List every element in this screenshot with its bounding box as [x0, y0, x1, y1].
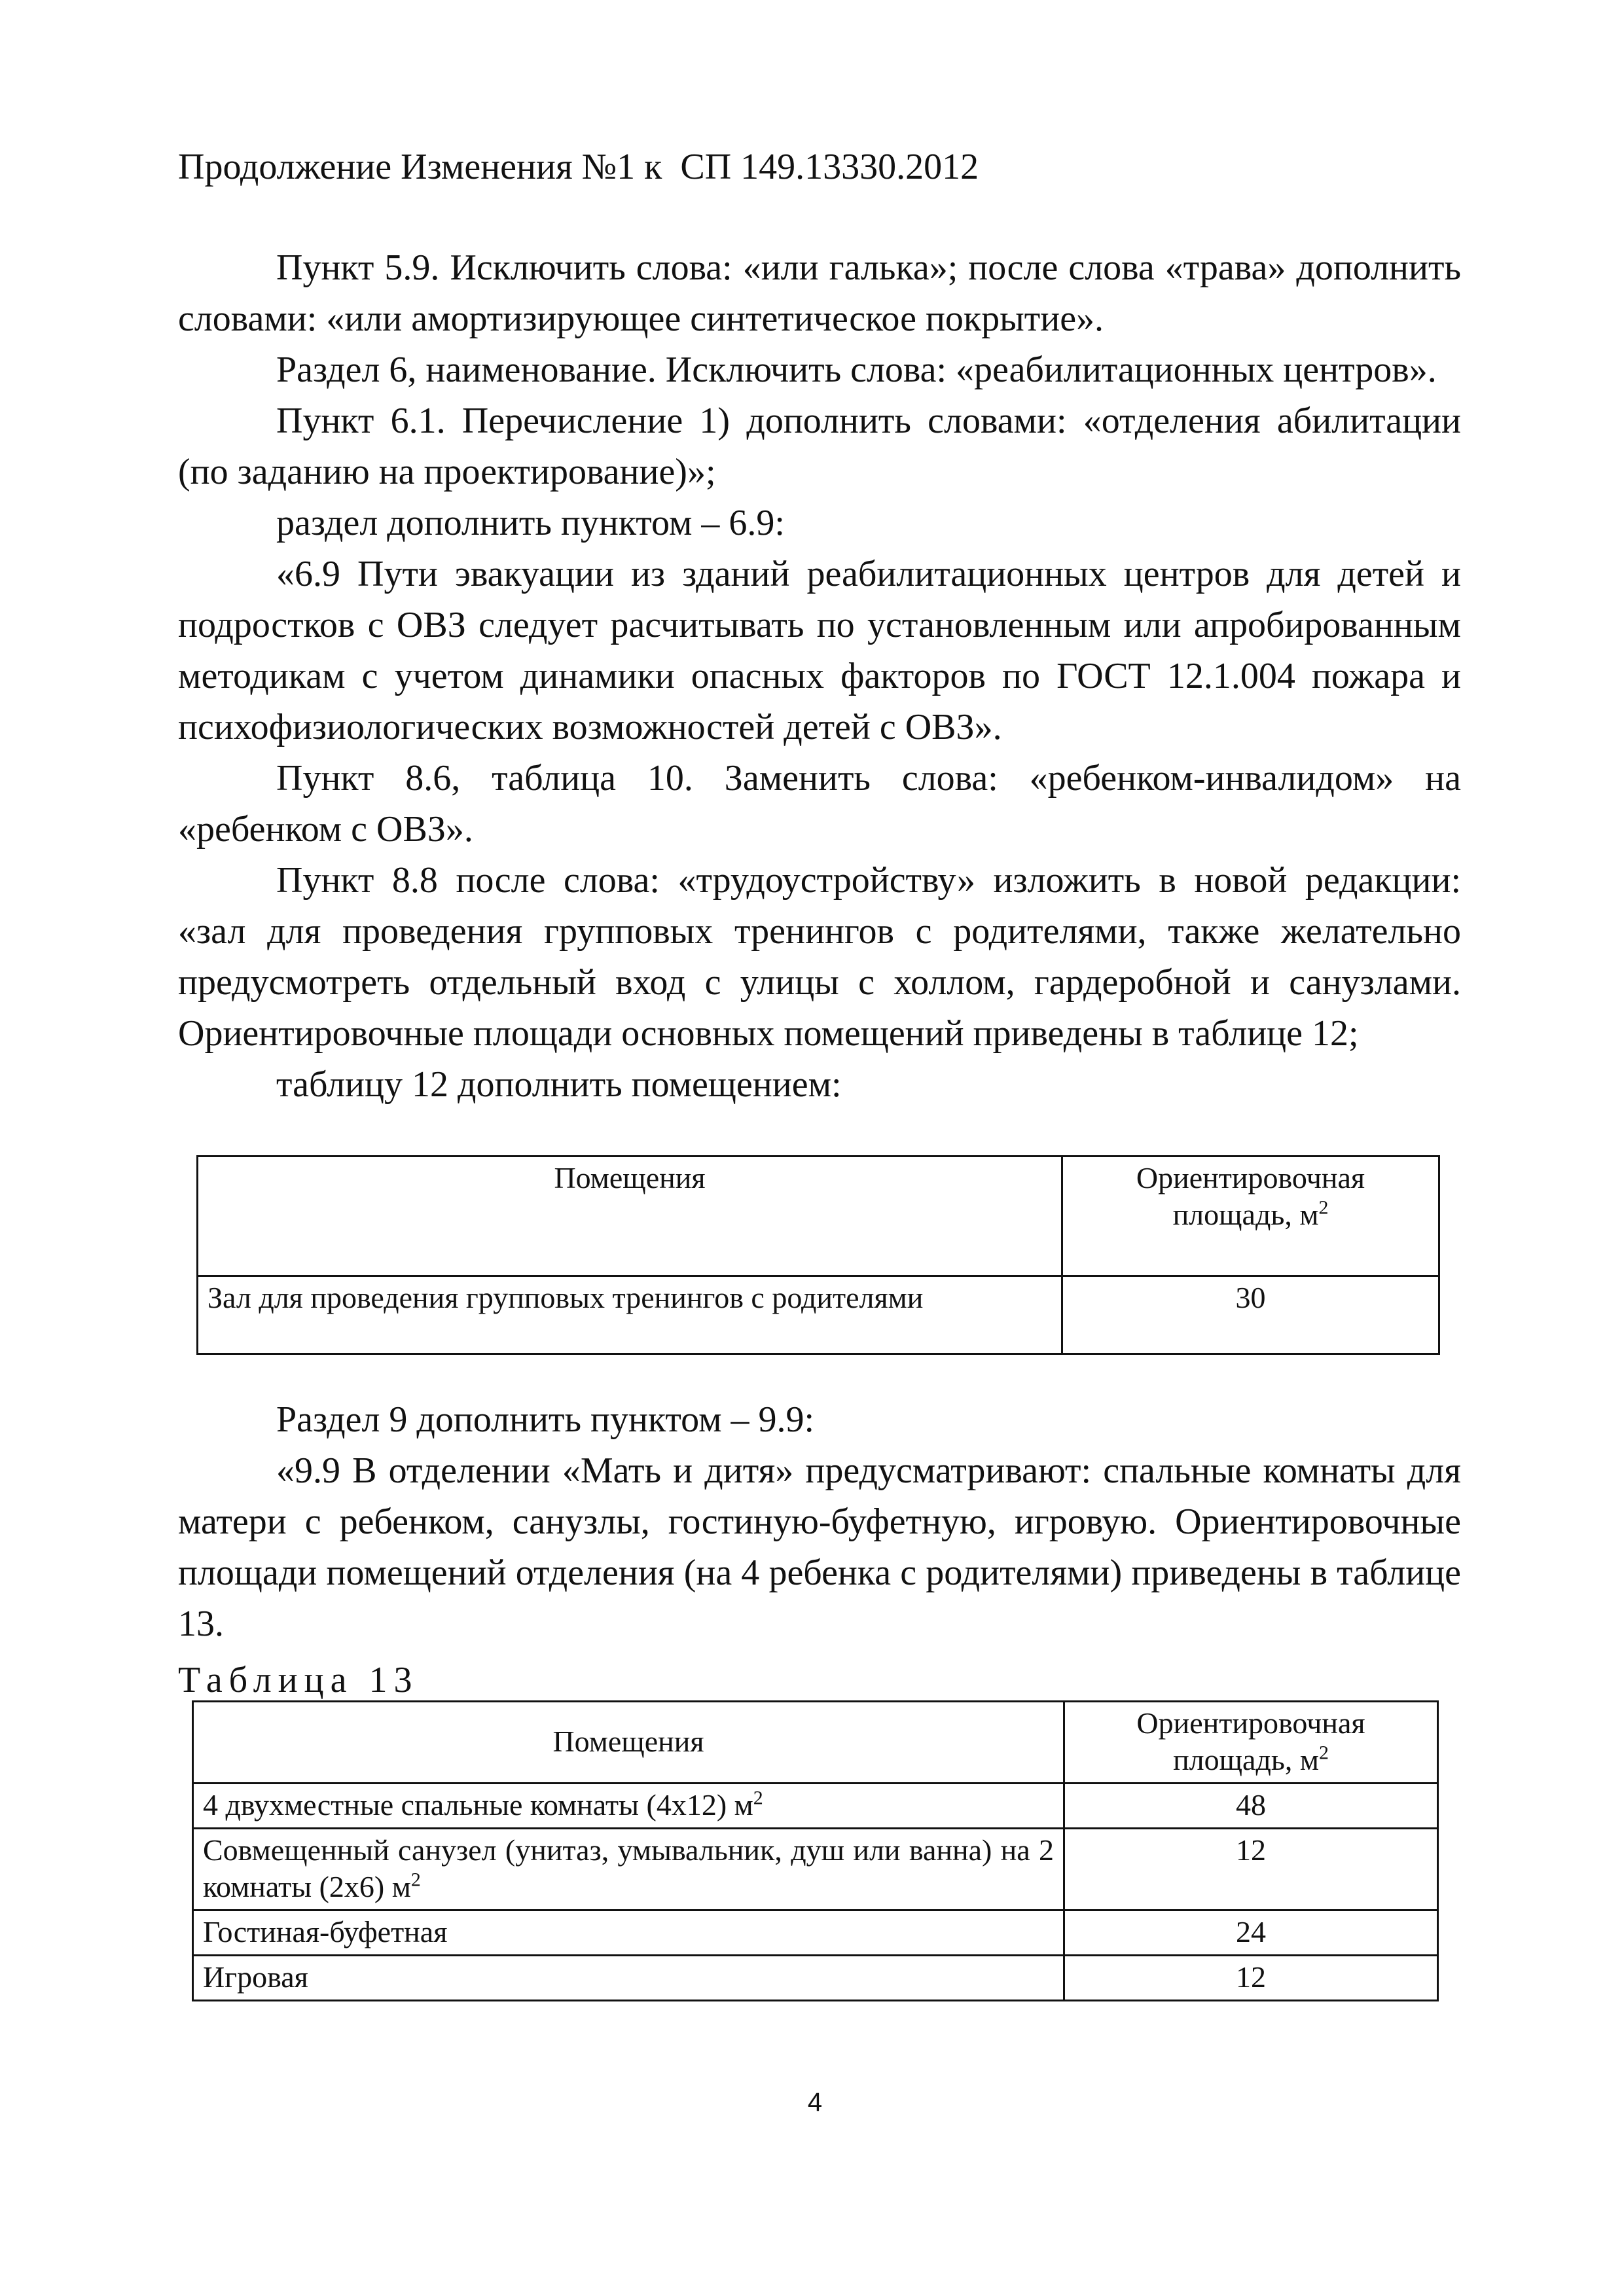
- paragraph: таблицу 12 дополнить помещением:: [276, 1064, 842, 1105]
- table-header-row: [193, 1702, 1438, 1784]
- room-name-cell: Игровая: [193, 1956, 1064, 2001]
- header-code: СП 149.13330.2012: [680, 147, 979, 187]
- table-13: [192, 1700, 1439, 2001]
- room-name-cell: Гостиная-буфетная: [193, 1910, 1064, 1956]
- paragraph: Раздел 6, наименование. Исключить слова: «реабилитационных центров».: [276, 350, 1437, 390]
- table-13-caption: Таблица 13: [178, 1660, 419, 1700]
- header-title: Продолжение Изменения №1 к: [178, 147, 662, 187]
- room-name-cell: 4 двухместные спальные комнаты (4х12) $м^2$: [193, 1784, 1064, 1829]
- area-cell: 12: [1064, 1956, 1438, 2001]
- table-12-addition: [196, 1155, 1440, 1355]
- paragraph: Пункт 8.6, таблица 10. Заменить слова: «ребенком-инвалидом» на «ребенком с ОВЗ».: [178, 758, 1461, 850]
- table-row: [193, 1956, 1438, 2001]
- paragraph: «6.9 Пути эвакуации из зданий реабилитационных центров для детей и подростков с ОВЗ следует расчитывать по установленным или апробированным методикам с учетом динамики опасных факторов по ГОСТ 12.1.004 пожара и психофизиологических возможностей детей с ОВЗ».: [178, 554, 1461, 747]
- paragraph: Пункт 6.1. Перечисление 1) дополнить словами: «отделения абилитации (по заданию на проектирование)»;: [178, 401, 1461, 492]
- page-number: 4: [807, 2088, 823, 2117]
- column-header-area: Ориентировочная площадь, $м^2$: [1062, 1157, 1439, 1276]
- table-row: [198, 1276, 1439, 1354]
- column-header-area: Ориентировочная площадь, $м^2$: [1064, 1702, 1438, 1784]
- table-row: [193, 1784, 1438, 1829]
- paragraph: Пункт 5.9. Исключить слова: «или галька»; после слова «трава» дополнить словами: «или амортизирующее синтетическое покрытие».: [178, 247, 1461, 339]
- paragraph: «9.9 В отделении «Мать и дитя» предусматривают: спальные комнаты для матери с ребенком, санузлы, гостиную-буфетную, игровую. Ориентировочные площади помещений отделения (на 4 ребенка с родителями) приведены в таблице 13.: [178, 1450, 1461, 1644]
- paragraph: Пункт 8.8 после слова: «трудоустройству» изложить в новой редакции: «зал для проведения групповых тренингов с родителями, также желательно предусмотреть отдельный вход с улицы с холлом, гардеробной и санузлами. Ориентировочные площади основных помещений приведены в таблице 12;: [178, 860, 1461, 1054]
- area-cell: 12: [1064, 1829, 1438, 1910]
- amendment-text-block-1: [178, 242, 1461, 1110]
- area-cell: 24: [1064, 1910, 1438, 1956]
- column-header-rooms: Помещения: [193, 1702, 1064, 1784]
- room-name-cell: Совмещенный санузел (унитаз, умывальник, душ или ванна) на 2 комнаты (2х6) $м^2$: [193, 1829, 1064, 1910]
- page-header: [178, 134, 979, 200]
- table-row: [193, 1829, 1438, 1910]
- column-header-rooms: Помещения: [198, 1157, 1062, 1276]
- table-header-row: [198, 1157, 1439, 1276]
- paragraph: Раздел 9 дополнить пунктом – 9.9:: [276, 1399, 815, 1440]
- area-cell: 48: [1064, 1784, 1438, 1829]
- paragraph: раздел дополнить пунктом – 6.9:: [276, 503, 785, 543]
- room-name-cell: Зал для проведения групповых тренингов с родителями: [198, 1276, 1062, 1354]
- amendment-text-block-2: [178, 1394, 1461, 1649]
- table-row: [193, 1910, 1438, 1956]
- area-cell: 30: [1062, 1276, 1439, 1354]
